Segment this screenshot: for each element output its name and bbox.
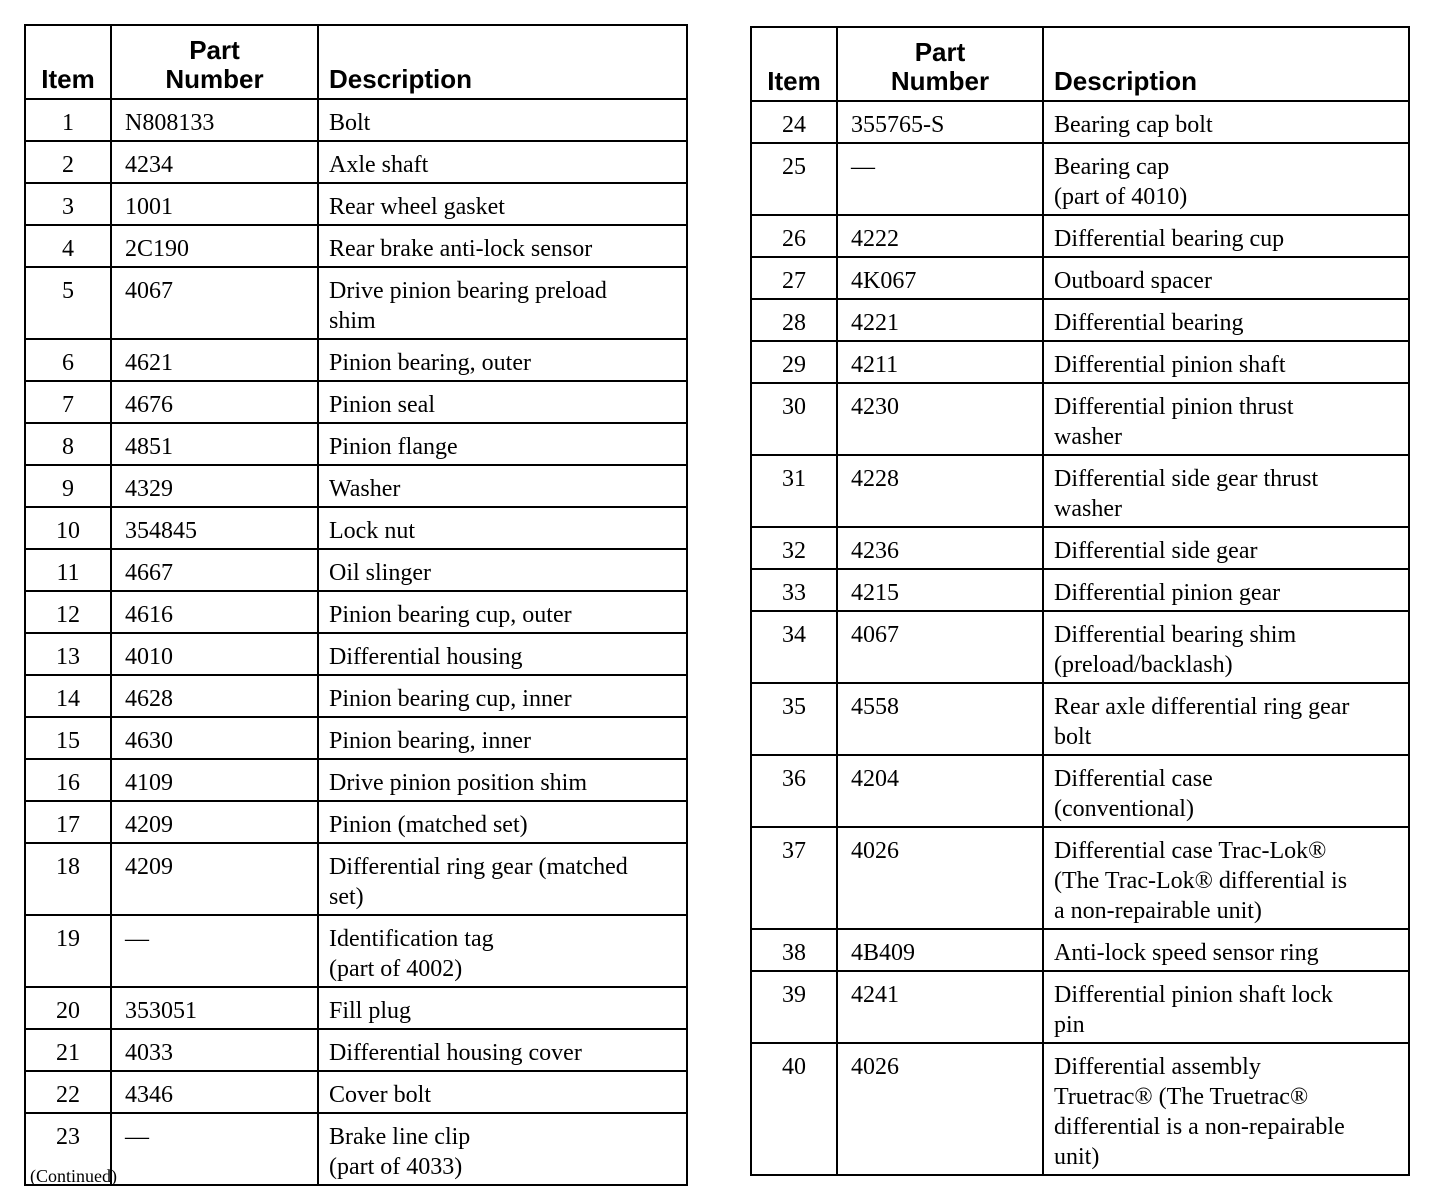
- table-row: [25, 1113, 687, 1185]
- description: Cover bolt: [318, 1071, 687, 1113]
- part-number: 4628: [111, 675, 318, 717]
- description: Pinion bearing, outer: [318, 339, 687, 381]
- description: Outboard spacer: [1043, 257, 1409, 299]
- header-item: Item: [25, 25, 111, 99]
- item-number: 38: [751, 929, 837, 971]
- item-number: 21: [25, 1029, 111, 1071]
- parts-table-right: [750, 26, 1410, 1176]
- table-row: [751, 341, 1409, 383]
- description: Pinion (matched set): [318, 801, 687, 843]
- table-row: [751, 383, 1409, 455]
- item-number: 8: [25, 423, 111, 465]
- table-row: [25, 225, 687, 267]
- description: Bearing cap bolt: [1043, 101, 1409, 143]
- item-number: 31: [751, 455, 837, 527]
- item-number: 10: [25, 507, 111, 549]
- table-row: [25, 759, 687, 801]
- table-row: [751, 611, 1409, 683]
- description: Axle shaft: [318, 141, 687, 183]
- item-number: 25: [751, 143, 837, 215]
- item-number: 39: [751, 971, 837, 1043]
- item-number: 20: [25, 987, 111, 1029]
- continued-note: (Continued): [30, 1166, 117, 1186]
- table-row: [25, 141, 687, 183]
- table-row: [751, 929, 1409, 971]
- table-row: [25, 267, 687, 339]
- description: Differential housing cover: [318, 1029, 687, 1071]
- part-number: 355765-S: [837, 101, 1043, 143]
- description: Pinion bearing cup, inner: [318, 675, 687, 717]
- description: Rear brake anti-lock sensor: [318, 225, 687, 267]
- table-row: [25, 633, 687, 675]
- description: Differential housing: [318, 633, 687, 675]
- parts-table-left: [24, 24, 688, 1186]
- part-number: 4010: [111, 633, 318, 675]
- description: Pinion flange: [318, 423, 687, 465]
- item-number: 36: [751, 755, 837, 827]
- item-number: 12: [25, 591, 111, 633]
- parts-table-left-body: [25, 99, 687, 1185]
- part-number: 4558: [837, 683, 1043, 755]
- description: Drive pinion bearing preload shim: [318, 267, 687, 339]
- description: Fill plug: [318, 987, 687, 1029]
- description: Differential pinion thrust washer: [1043, 383, 1409, 455]
- part-number: 4329: [111, 465, 318, 507]
- description: Oil slinger: [318, 549, 687, 591]
- table-row: [25, 675, 687, 717]
- part-number: 4209: [111, 801, 318, 843]
- header-row: [25, 25, 687, 99]
- table-row: [25, 183, 687, 225]
- table-row: [25, 843, 687, 915]
- item-number: 30: [751, 383, 837, 455]
- part-number: 4033: [111, 1029, 318, 1071]
- description: Rear wheel gasket: [318, 183, 687, 225]
- header-part-number: Part Number: [837, 27, 1043, 101]
- table-row: [751, 755, 1409, 827]
- part-number: —: [111, 1113, 318, 1185]
- part-number: 4230: [837, 383, 1043, 455]
- description: Pinion seal: [318, 381, 687, 423]
- item-number: 32: [751, 527, 837, 569]
- description: Bearing cap (part of 4010): [1043, 143, 1409, 215]
- part-number: 4222: [837, 215, 1043, 257]
- item-number: 37: [751, 827, 837, 929]
- description: Pinion bearing cup, outer: [318, 591, 687, 633]
- description: Differential bearing cup: [1043, 215, 1409, 257]
- header-item: Item: [751, 27, 837, 101]
- table-row: [25, 591, 687, 633]
- item-number: 28: [751, 299, 837, 341]
- table-row: [25, 465, 687, 507]
- part-number: N808133: [111, 99, 318, 141]
- table-row: [25, 1029, 687, 1071]
- item-number: 23: [25, 1113, 111, 1185]
- part-number: 4209: [111, 843, 318, 915]
- part-number: 2C190: [111, 225, 318, 267]
- table-row: [25, 987, 687, 1029]
- part-number: 4228: [837, 455, 1043, 527]
- header-description: Description: [318, 25, 687, 99]
- table-row: [751, 455, 1409, 527]
- description: Pinion bearing, inner: [318, 717, 687, 759]
- item-number: 22: [25, 1071, 111, 1113]
- item-number: 16: [25, 759, 111, 801]
- part-number: —: [111, 915, 318, 987]
- part-number: 4026: [837, 1043, 1043, 1175]
- header-part-number: Part Number: [111, 25, 318, 99]
- part-number: 1001: [111, 183, 318, 225]
- part-number: 4851: [111, 423, 318, 465]
- item-number: 13: [25, 633, 111, 675]
- table-row: [25, 339, 687, 381]
- part-number: 4346: [111, 1071, 318, 1113]
- item-number: 27: [751, 257, 837, 299]
- description: Differential pinion gear: [1043, 569, 1409, 611]
- table-row: [25, 717, 687, 759]
- item-number: 34: [751, 611, 837, 683]
- item-number: 7: [25, 381, 111, 423]
- item-number: 5: [25, 267, 111, 339]
- table-row: [751, 827, 1409, 929]
- description: Differential bearing shim (preload/backlash): [1043, 611, 1409, 683]
- part-number: 4630: [111, 717, 318, 759]
- table-row: [25, 801, 687, 843]
- description: Differential ring gear (matched set): [318, 843, 687, 915]
- item-number: 1: [25, 99, 111, 141]
- part-number: 4236: [837, 527, 1043, 569]
- part-number: 4667: [111, 549, 318, 591]
- part-number: 4616: [111, 591, 318, 633]
- part-number: —: [837, 143, 1043, 215]
- header-description: Description: [1043, 27, 1409, 101]
- part-number: 4621: [111, 339, 318, 381]
- part-number: 4109: [111, 759, 318, 801]
- item-number: 9: [25, 465, 111, 507]
- description: Differential case (conventional): [1043, 755, 1409, 827]
- table-row: [751, 527, 1409, 569]
- part-number: 4676: [111, 381, 318, 423]
- part-number: 4204: [837, 755, 1043, 827]
- description: Differential pinion shaft: [1043, 341, 1409, 383]
- part-number: 4211: [837, 341, 1043, 383]
- table-row: [751, 683, 1409, 755]
- part-number: 4221: [837, 299, 1043, 341]
- item-number: 17: [25, 801, 111, 843]
- parts-table-right-body: [751, 101, 1409, 1175]
- header-row: [751, 27, 1409, 101]
- table-row: [751, 971, 1409, 1043]
- item-number: 15: [25, 717, 111, 759]
- part-number: 4215: [837, 569, 1043, 611]
- table-row: [25, 423, 687, 465]
- item-number: 6: [25, 339, 111, 381]
- description: Lock nut: [318, 507, 687, 549]
- item-number: 19: [25, 915, 111, 987]
- table-row: [751, 1043, 1409, 1175]
- item-number: 2: [25, 141, 111, 183]
- part-number: 4K067: [837, 257, 1043, 299]
- table-row: [751, 299, 1409, 341]
- description: Differential bearing: [1043, 299, 1409, 341]
- description: Drive pinion position shim: [318, 759, 687, 801]
- item-number: 40: [751, 1043, 837, 1175]
- part-number: 4026: [837, 827, 1043, 929]
- item-number: 18: [25, 843, 111, 915]
- part-number: 4234: [111, 141, 318, 183]
- table-row: [25, 99, 687, 141]
- part-number: 4241: [837, 971, 1043, 1043]
- item-number: 26: [751, 215, 837, 257]
- item-number: 4: [25, 225, 111, 267]
- part-number: 4067: [837, 611, 1043, 683]
- description: Anti-lock speed sensor ring: [1043, 929, 1409, 971]
- part-number: 354845: [111, 507, 318, 549]
- item-number: 11: [25, 549, 111, 591]
- table-row: [751, 143, 1409, 215]
- table-row: [25, 381, 687, 423]
- item-number: 24: [751, 101, 837, 143]
- item-number: 3: [25, 183, 111, 225]
- part-number: 4067: [111, 267, 318, 339]
- table-row: [751, 215, 1409, 257]
- table-row: [25, 915, 687, 987]
- description: Identification tag (part of 4002): [318, 915, 687, 987]
- item-number: 14: [25, 675, 111, 717]
- table-row: [25, 507, 687, 549]
- part-number: 4B409: [837, 929, 1043, 971]
- description: Differential assembly Truetrac® (The Truetrac® differential is a non-repairable unit): [1043, 1043, 1409, 1175]
- description: Differential pinion shaft lock pin: [1043, 971, 1409, 1043]
- part-number: 353051: [111, 987, 318, 1029]
- description: Differential side gear thrust washer: [1043, 455, 1409, 527]
- description: Washer: [318, 465, 687, 507]
- description: Rear axle differential ring gear bolt: [1043, 683, 1409, 755]
- table-row: [25, 1071, 687, 1113]
- description: Bolt: [318, 99, 687, 141]
- table-row: [751, 101, 1409, 143]
- table-row: [751, 257, 1409, 299]
- item-number: 29: [751, 341, 837, 383]
- description: Differential side gear: [1043, 527, 1409, 569]
- item-number: 33: [751, 569, 837, 611]
- item-number: 35: [751, 683, 837, 755]
- description: Differential case Trac-Lok® (The Trac-Lok® differential is a non-repairable unit): [1043, 827, 1409, 929]
- table-row: [751, 569, 1409, 611]
- description: Brake line clip (part of 4033): [318, 1113, 687, 1185]
- table-row: [25, 549, 687, 591]
